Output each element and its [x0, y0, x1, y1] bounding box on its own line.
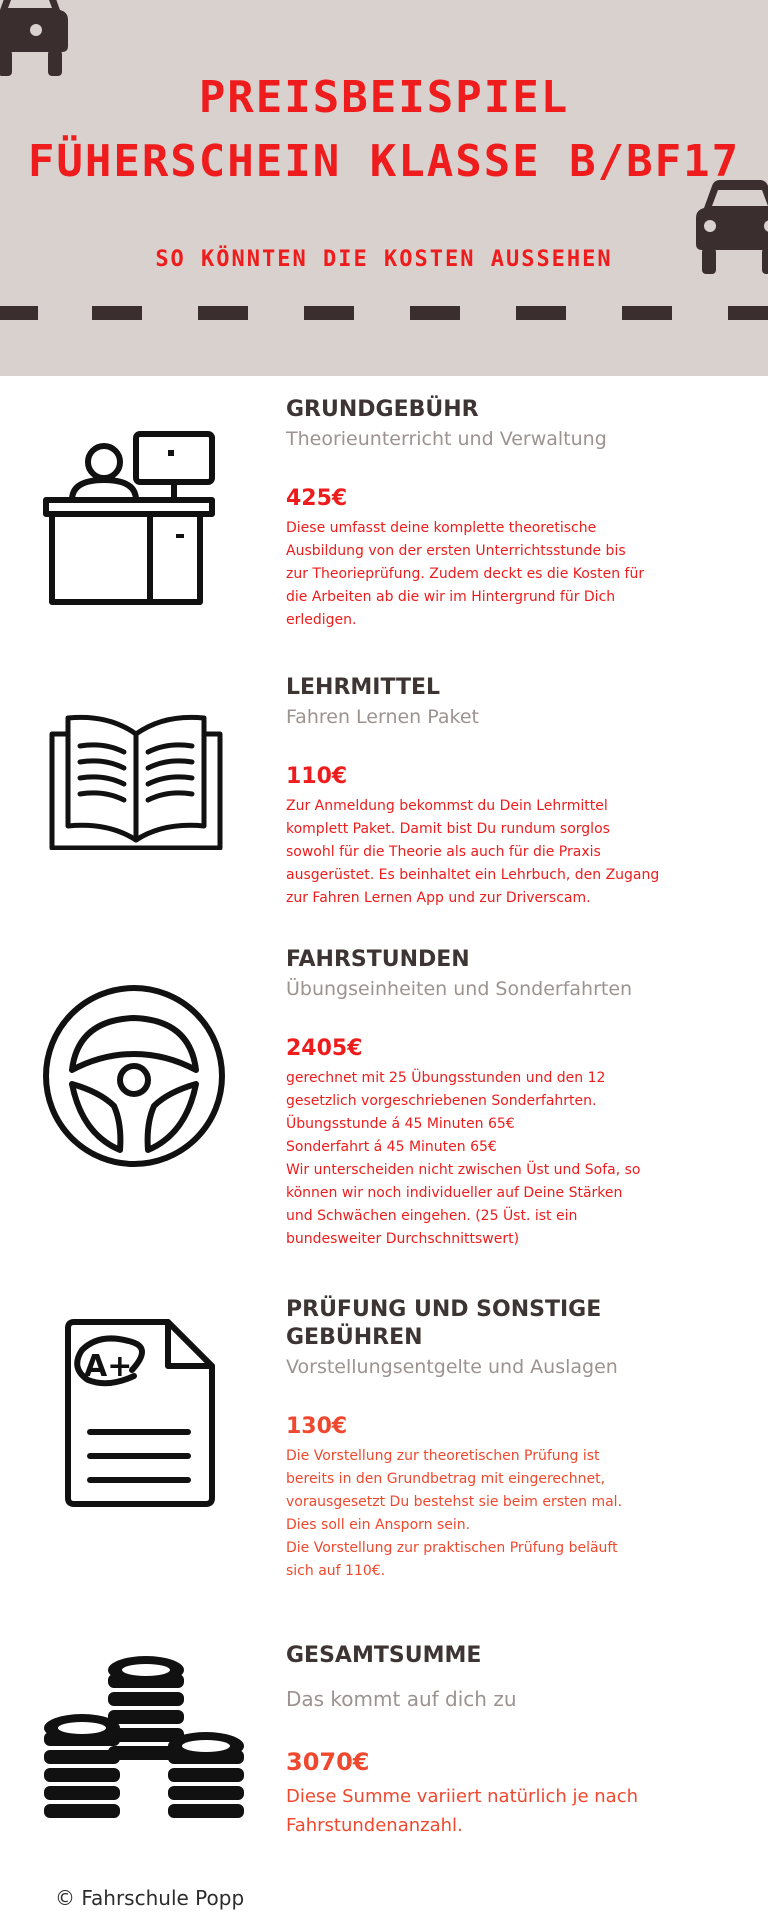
desk-worker-icon — [42, 430, 218, 606]
road-marking — [622, 306, 672, 320]
section-subtitle: Vorstellungsentgelte und Auslagen — [286, 1356, 618, 1378]
coin-stacks-icon — [40, 1652, 250, 1822]
section-subtitle: Theorieunterricht und Verwaltung — [286, 428, 607, 450]
section-description: gerechnet mit 25 Übungsstunden und den 12 gesetzlich vorgeschriebenen Sonderfahrten. Übungsstunde á 45 Minuten 65€ Sonderfahrt á 45 Minuten 65€ Wir unterscheiden nicht zwischen Üst und Sofa, so können wir noch individueller auf Deine Stärken und Schwächen eingehen. (25 Üst. ist ein bundesweiter Durchschnittswert) — [286, 1070, 641, 1247]
section-price: 130€ — [286, 1414, 348, 1439]
section-text — [286, 396, 706, 632]
section-title: LEHRMITTEL — [286, 675, 441, 700]
section-title: GESAMTSUMME — [286, 1643, 482, 1668]
page-subtitle: SO KÖNNTEN DIE KOSTEN AUSSEHEN — [155, 247, 613, 272]
road-marking — [0, 306, 38, 320]
svg-text:A+: A+ — [84, 1349, 133, 1384]
section-title: FAHRSTUNDEN — [286, 947, 470, 972]
section-price: 110€ — [286, 764, 348, 789]
section-title: GRUNDGEBÜHR — [286, 397, 479, 422]
section-subtitle: Das kommt auf dich zu — [286, 1687, 517, 1711]
header-banner — [0, 0, 768, 376]
section-description: Zur Anmeldung bekommst du Dein Lehrmittel komplett Paket. Damit bist Du rundum sorglos sowohl für die Theorie als auch für die Praxis ausgerüstet. Es beinhaltet ein Lehrbuch, den Zugang zur Fahren Lernen App und zur Driverscam. — [286, 798, 660, 906]
section-price: 3070€ — [286, 1748, 370, 1776]
section-description: Diese Summe variiert natürlich je nach Fahrstundenanzahl. — [286, 1786, 639, 1836]
graded-exam-icon — [60, 1318, 216, 1508]
road-marking — [728, 306, 768, 320]
road-marking — [198, 306, 248, 320]
steering-wheel-icon — [42, 984, 226, 1168]
section-price: 425€ — [286, 486, 348, 511]
section-price: 2405€ — [286, 1036, 363, 1061]
page-title-line-1: PREISBEISPIEL — [198, 72, 570, 123]
section-text — [286, 1642, 706, 1840]
section-description: Die Vorstellung zur theoretischen Prüfung ist bereits in den Grundbetrag mit eingerechnet, vorausgesetzt Du bestehst sie beim ersten mal. Dies soll ein Ansporn sein. Die Vorstellung zur praktischen Prüfung beläuft sich auf 110€. — [286, 1448, 623, 1579]
section-text — [286, 1296, 706, 1583]
section-title: PRÜFUNG UND SONSTIGE GEBÜHREN — [286, 1297, 602, 1350]
road-marking — [516, 306, 566, 320]
section-text — [286, 674, 706, 910]
section-text — [286, 946, 706, 1251]
page-title-line-2: FÜHERSCHEIN KLASSE B/BF17 — [27, 136, 741, 187]
section-subtitle: Fahren Lernen Paket — [286, 706, 479, 728]
copyright-notice: © Fahrschule Popp — [55, 1886, 245, 1910]
road-marking — [92, 306, 142, 320]
section-subtitle: Übungseinheiten und Sonderfahrten — [286, 978, 633, 1000]
open-book-icon — [48, 710, 224, 850]
road-marking — [304, 306, 354, 320]
section-description: Diese umfasst deine komplette theoretische Ausbildung von der ersten Unterrichtsstunde bis zur Theorieprüfung. Zudem deckt es die Kosten für die Arbeiten ab die wir im Hintergrund für Dich erledigen. — [286, 520, 645, 628]
road-marking — [410, 306, 460, 320]
